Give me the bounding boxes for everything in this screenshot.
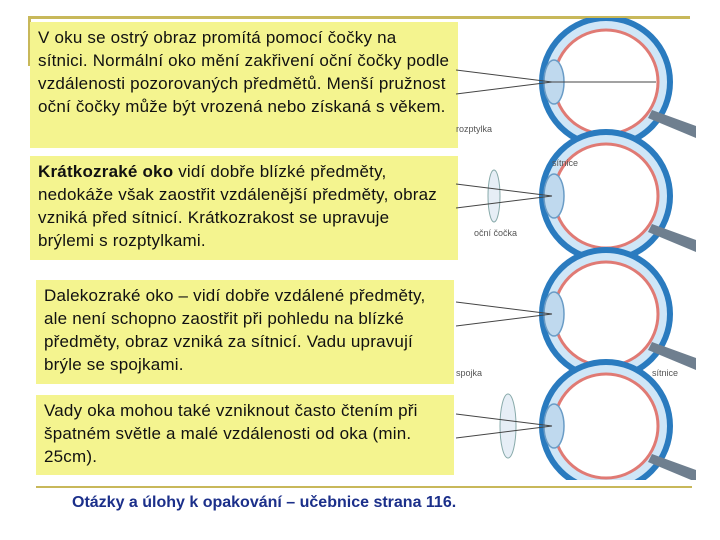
eye-myopia [456,124,696,260]
label-ocni-cocka: oční čočka [474,228,518,238]
myopia-term: Krátkozraké oko [38,162,174,181]
panel-hyperopia [36,280,454,384]
eye-diagrams [456,18,696,480]
note-text: Vady oka mohou také vzniknout často čtením při špatném světle a malé vzdálenosti od oka (min. 25cm). [44,401,418,466]
panel-normal-eye [30,22,458,148]
label-rozptylka: rozptylka [456,124,493,134]
label-spojka: spojka [456,368,483,378]
panel-myopia [30,156,458,260]
eye-hyperopia [456,250,696,378]
eye-hyperopia-corrected [456,362,696,480]
label-sitnice-2: sítnice [652,368,679,378]
hyperopia-term: Dalekozraké oko [44,286,174,305]
label-sitnice-1: sítnice [552,158,579,168]
panel-note [36,395,454,475]
panel-normal-eye-text: V oku se ostrý obraz promítá pomocí čočky na sítnici. Normální oko mění zakřivení oční čočky podle vzdálenosti pozorovaných předmětů. Menší pružnost oční čočky může být vrozená nebo získaná s věkem. [38,28,450,116]
hyperopia-text: – vidí dobře vzdálené předměty, ale není schopno zaostřit při pohledu na blízké předměty, obraz vzniká za sítnicí. Vadu upravují brýle se spojkami. [44,286,426,374]
myopia-text: vidí dobře blízké předměty, nedokáže však zaostřit vzdálenější předměty, obraz vzniká před sítnicí. Krátkozrakost se upravuje brýlemi s rozptylkami. [38,162,437,250]
frame-bottom-line [36,486,692,488]
footer-reference[interactable]: Otázky a úlohy k opakování – učebnice strana 116. [72,494,457,511]
